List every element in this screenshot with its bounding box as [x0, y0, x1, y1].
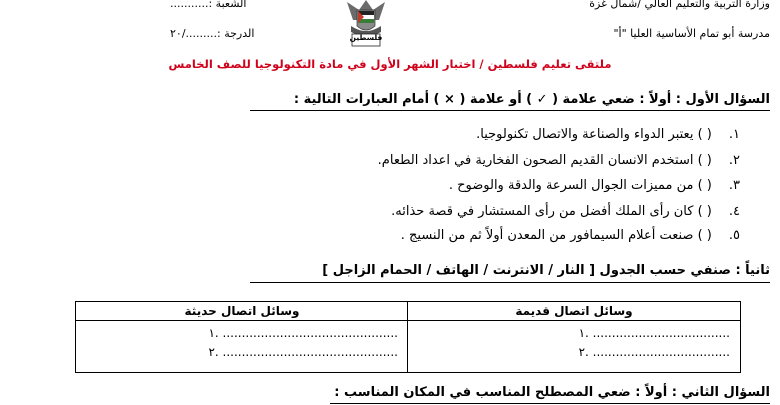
- new-means-row-1: ١. ..............................................: [208, 326, 398, 340]
- palestine-emblem-logo: [343, 0, 389, 52]
- grade-field: الدرجة :........./٢٠: [170, 27, 255, 40]
- statement-number: ٢.: [728, 153, 740, 168]
- class-field: الشعبة :...........: [170, 0, 247, 10]
- school-name: مدرسة أبو تمام الأساسية العليا "أ": [613, 27, 770, 40]
- statement-4: [391, 204, 740, 219]
- statement-number: ٥.: [728, 228, 740, 243]
- question-1-heading: السؤال الأول : أولاً : ضعي علامة ( ✓ ) أو علامة ( × ) أمام العبارات التالية :: [293, 92, 770, 107]
- statement-text: ( ) كان رأى الملك أفضل من رأى المستشار في قصة حذائه.: [391, 204, 712, 219]
- statement-number: ١.: [728, 127, 740, 142]
- old-means-row-2: ٢. ....................................: [578, 345, 730, 359]
- emblem-text: فلسطين: [349, 33, 383, 42]
- statement-2: [378, 153, 740, 168]
- statement-3: [449, 178, 740, 193]
- classification-table: [75, 301, 741, 373]
- statement-number: ٤.: [728, 204, 740, 219]
- question-1-underline: [250, 110, 770, 111]
- ministry-label: وزارة التربية والتعليم العالي /شمال غزة: [589, 0, 770, 10]
- old-means-column: [407, 302, 740, 372]
- statement-text: ( ) من مميزات الجوال السرعة والدقة والوضوح .: [448, 178, 712, 193]
- question-2-underline: [330, 403, 770, 404]
- statement-5: [401, 228, 740, 243]
- question-2-heading: السؤال الثاني : أولاً : ضعي المصطلح المناسب في المكان المناسب :: [334, 385, 770, 400]
- statement-number: ٣.: [728, 178, 740, 193]
- new-means-row-2: ٢. ..............................................: [208, 345, 398, 359]
- statement-text: ( ) استخدم الانسان القديم الصحون الفخارية في اعداد الطعام.: [377, 153, 712, 168]
- statement-1: [476, 127, 740, 142]
- classify-heading: ثانياً : صنفي حسب الجدول [ النار / الانترنت / الهاتف / الحمام الزاجل ]: [322, 263, 770, 278]
- new-means-header: وسائل اتصال حديثة: [76, 302, 408, 321]
- old-means-header: وسائل اتصال قديمة: [408, 302, 740, 321]
- statement-text: ( ) صنعت أعلام السيمافور من المعدن أولاً ثم من النسيج .: [400, 228, 712, 243]
- new-means-column: [76, 302, 408, 372]
- statement-text: ( ) يعتبر الدواء والصناعة والاتصال تكنولوجيا.: [476, 127, 712, 142]
- old-means-row-1: ١. ....................................: [578, 326, 730, 340]
- classify-underline: [250, 282, 770, 283]
- exam-title: ملتقى تعليم فلسطين / اختبار الشهر الأول في مادة التكنولوجيا للصف الخامس: [168, 57, 612, 71]
